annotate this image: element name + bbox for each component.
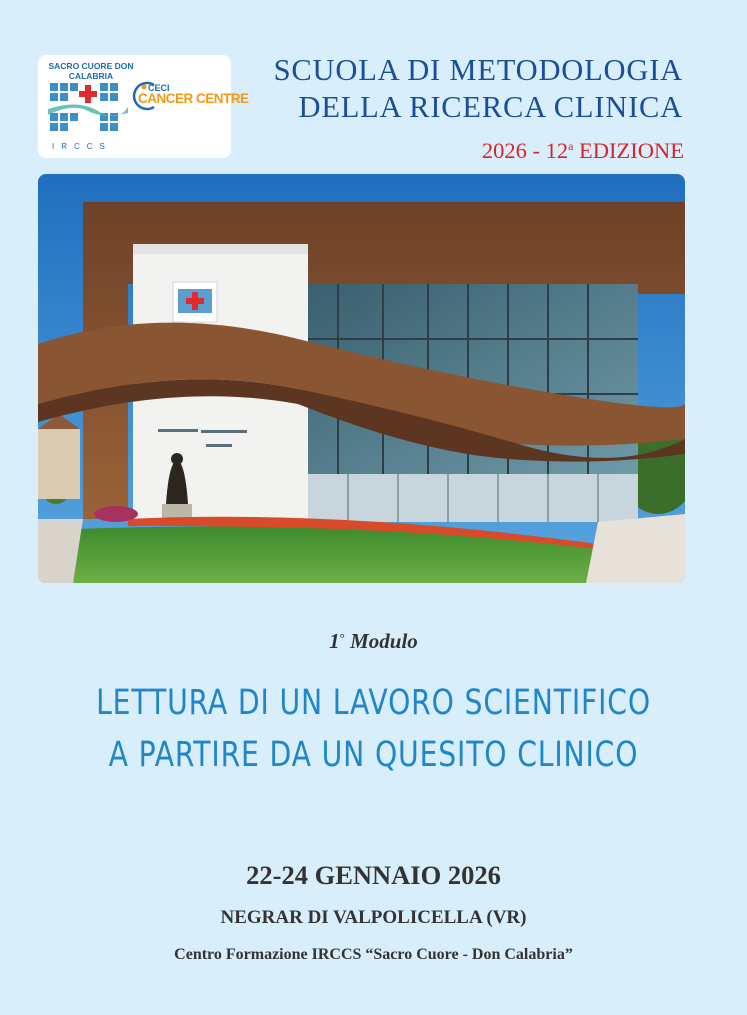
- school-title-line1: SCUOLA DI METODOLOGIA: [273, 53, 683, 87]
- edition-year: 2026 - 12: [481, 138, 569, 163]
- hospital-logo: [38, 55, 249, 158]
- building-illustration: [38, 174, 685, 583]
- course-title-line1: LETTURA DI UN LAVORO SCIENTIFICO: [96, 683, 651, 723]
- building-photo: [38, 174, 685, 583]
- module-label: [0, 629, 747, 654]
- cancer-centre-logo: [130, 77, 249, 117]
- edition-ordinal: a: [568, 139, 574, 153]
- module-word: Modulo: [344, 629, 418, 653]
- event-place: NEGRAR DI VALPOLICELLA (VR): [220, 907, 527, 928]
- cancer-centre-label: CANCER CENTRE: [138, 91, 249, 106]
- edition-label: [482, 138, 684, 164]
- event-date: 22-24 GENNAIO 2026: [246, 860, 501, 890]
- hospital-cross-grid-icon: [48, 81, 128, 143]
- module-degree: °: [339, 630, 345, 645]
- school-title-line2: DELLA RICERCA CLINICA: [298, 90, 683, 124]
- event-venue: Centro Formazione IRCCS “Sacro Cuore - Don Calabria”: [174, 946, 573, 963]
- edition-word: EDIZIONE: [573, 138, 684, 163]
- ceci-label: CECI: [148, 83, 170, 93]
- logo-hospital-name: SACRO CUORE DON CALABRIA: [48, 61, 134, 81]
- module-number: 1: [329, 629, 340, 653]
- course-title-line2: A PARTIRE DA UN QUESITO CLINICO: [108, 735, 639, 775]
- logo-irccs: IRCCS: [52, 142, 112, 151]
